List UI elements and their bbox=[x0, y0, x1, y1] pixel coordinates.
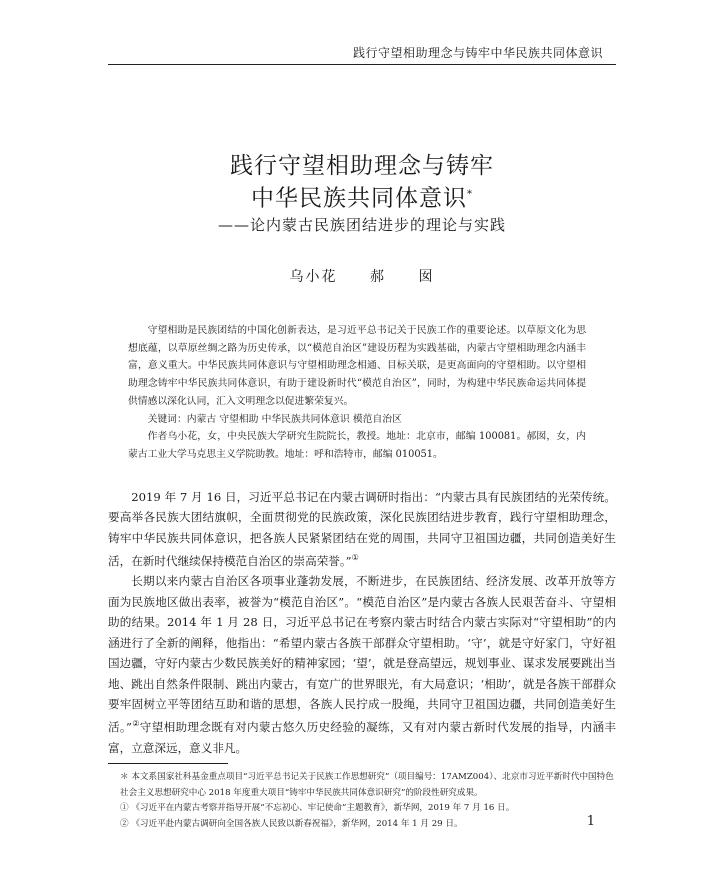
body-paragraph-2-text-a: 长期以来内蒙古自治区各项事业蓬勃发展，不断进步，在民族团结、经济发展、改革开放等方面为民族地区做出表率，被誉为“模范自治区”。“模范自治区”是内蒙古各族人民艰苦奋斗、守望相助的结果。2014 年 1 月 28 日，习近平总书记在考察内蒙古时结合内蒙古实际对“守望相助”的内涵进行了全新的阐释，他指出：“希望内蒙古各族干部群众守望相助。‘守’，就是守好家门，守好祖国边疆，守好内蒙古少数民族美好的精神家园；‘望’，就是登高望远，规划事业、谋求发展要跳出当地、跳出自然条件限制、跳出内蒙古，有宽广的世界眼光，有大局意识；‘相助’，就是各族干部群众要牢固树立平等团结互助和谐的思想，各族人民拧成一股绳，共同守卫祖国边疆，共同创造美好生活。” bbox=[108, 574, 616, 735]
body-paragraph-1 bbox=[108, 487, 616, 571]
keywords: 关键词：内蒙古 守望相助 中华民族共同体意识 模范自治区 bbox=[147, 413, 402, 425]
body-paragraph-2 bbox=[108, 571, 616, 758]
footnotes bbox=[108, 770, 616, 832]
authors: 乌小花 郝 囡 bbox=[289, 269, 435, 285]
footnote-star: ＊ 本文系国家社科基金重点项目“习近平总书记关于民族工作思想研究”（项目编号：17AMZ004）、北京市习近平新时代中国特色社会主义思想研究中心 2018 年度重大项目“铸牢中华民族共同体意识研究”的阶段性研究成果。 bbox=[120, 772, 614, 798]
body-paragraph-1-text: 2019 年 7 月 16 日，习近平总书记在内蒙古调研时指出：“内蒙古具有民族团结的光荣传统。要高举各民族大团结旗帜，全面贯彻党的民族政策，深化民族团结进步教育，践行守望相助理念，铸牢中华民族共同体意识，把各族人民紧紧团结在党的周围，共同守卫祖国边疆，共同创造美好生活，在新时代继续保持模范自治区的崇高荣誉。” bbox=[108, 490, 616, 569]
article-title-line2-text: 中华民族共同体意识 bbox=[251, 185, 467, 212]
body-text bbox=[108, 487, 616, 758]
author-info: 作者乌小花，女，中央民族大学研究生院院长，教授。地址：北京市，邮编 100081。郝囡，女，内蒙古工业大学马克思主义学院助教。地址：呼和浩特市，邮编 010051。 bbox=[128, 431, 586, 460]
footnote-ref-2[interactable]: ② bbox=[131, 719, 140, 729]
title-footnote-mark[interactable]: * bbox=[467, 189, 473, 200]
footnote-1: ① 《习近平在内蒙古考察并指导开展“不忘初心、牢记使命”主题教育》，新华网，2019 年 7 月 16 日。 bbox=[120, 803, 515, 813]
page-number: 1 bbox=[586, 814, 595, 829]
footnote-2: ② 《习近平赴内蒙古调研向全国各族人民致以新春祝福》，新华网，2014 年 1 月 29 日。 bbox=[120, 818, 463, 829]
footnote-ref-1[interactable]: ① bbox=[351, 553, 359, 563]
abstract-block bbox=[128, 322, 586, 464]
abstract-text: 守望相助是民族团结的中国化创新表达，是习近平总书记关于民族工作的重要论述。以草原文化为思想底蕴，以草原丝绸之路为历史传承，以“模范自治区”建设历程为实践基础，内蒙古守望相助理念内涵丰富，意义重大。中华民族共同体意识与守望相助理念相通、目标关联，是更高面向的守望相助。以守望相助理念铸牢中华民族共同体意识，有助于建设新时代“模范自治区”，同时，为构建中华民族命运共同体提供情感以深化认同，汇入文明理念以促进繁荣复兴。 bbox=[128, 325, 586, 407]
footnote-rule bbox=[108, 763, 228, 764]
article-title-line1: 践行守望相助理念与铸牢 bbox=[230, 153, 494, 179]
body-paragraph-2-text-b: 守望相助理念既有对内蒙古悠久历史经验的凝练，又有对内蒙古新时代发展的指导，内涵丰富，立意深远，意义非凡。 bbox=[108, 720, 616, 755]
article-title-line2 bbox=[108, 181, 616, 213]
article-subtitle: ——论内蒙古民族团结进步的理论与实践 bbox=[217, 216, 506, 234]
header-rule bbox=[108, 64, 616, 65]
running-head: 践行守望相助理念与铸牢中华民族共同体意识 bbox=[352, 46, 603, 60]
